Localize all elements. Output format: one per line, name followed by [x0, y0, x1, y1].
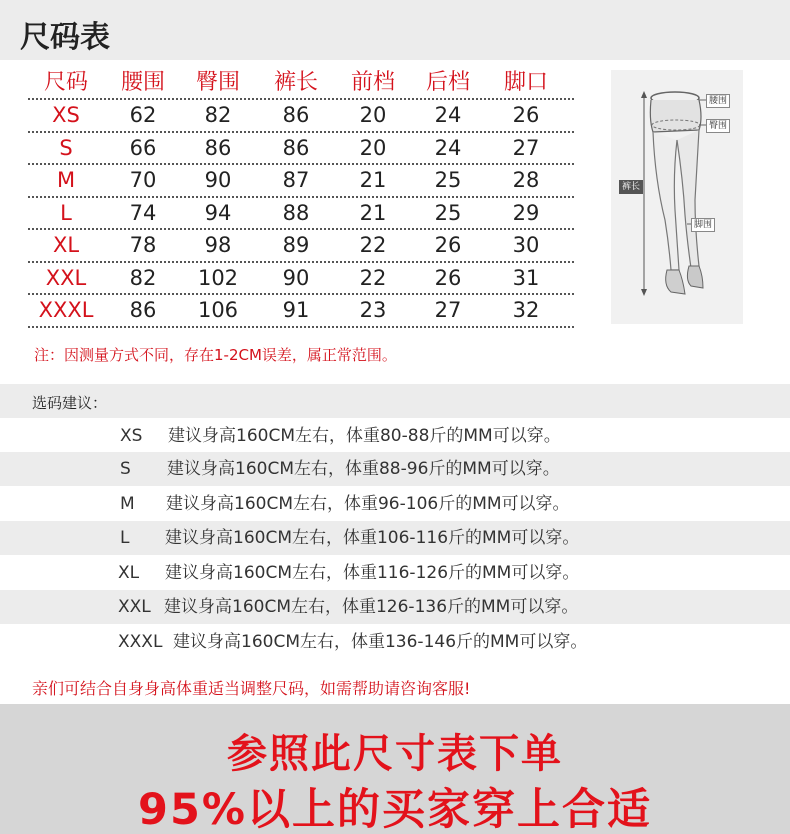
size-table: [28, 62, 574, 328]
advice-text: 建议身高160CM左右，体重126-136斤的MM可以穿。: [164, 597, 579, 617]
label-hem: 脚围: [691, 218, 715, 232]
advice-row: [0, 625, 790, 659]
advice-heading-band: [0, 384, 790, 418]
cell-length: 90: [282, 265, 310, 290]
cell-back-rise: 26: [434, 265, 462, 290]
table-row: [28, 263, 574, 296]
advice-row: [0, 556, 790, 590]
advice-size: XXL: [118, 597, 151, 617]
banner-line-2: 95%以上的买家穿上合适: [138, 785, 652, 834]
adjust-tip: 亲们可结合自身身高体重适当调整尺码，如需帮助请咨询客服!: [32, 679, 471, 698]
label-hip: 臀围: [706, 119, 730, 133]
cell-size: S: [59, 135, 73, 160]
advice-text: 建议身高160CM左右，体重96-106斤的MM可以穿。: [166, 494, 570, 514]
cell-waist: 82: [129, 265, 157, 290]
cell-leg-opening: 28: [512, 168, 540, 193]
advice-row: [0, 590, 790, 624]
advice-size: M: [120, 494, 135, 514]
cell-back-rise: 25: [434, 168, 462, 193]
table-row: [28, 295, 574, 328]
cell-front-rise: 20: [359, 103, 387, 128]
cell-length: 86: [282, 135, 310, 160]
table-body: [28, 100, 574, 328]
cell-hip: 106: [197, 298, 239, 323]
table-row: [28, 100, 574, 133]
header-leg-opening: 脚口: [503, 69, 548, 95]
cell-leg-opening: 30: [512, 233, 540, 258]
cell-waist: 74: [129, 200, 157, 225]
cell-length: 88: [282, 200, 310, 225]
cell-hip: 90: [204, 168, 232, 193]
advice-size: L: [120, 528, 130, 548]
cell-back-rise: 26: [434, 233, 462, 258]
table-row: [28, 230, 574, 263]
advice-row: [0, 487, 790, 521]
header-length: 裤长: [273, 69, 318, 95]
cell-waist: 66: [129, 135, 157, 160]
advice-heading: 选码建议：: [32, 394, 108, 412]
advice-size: XXXL: [118, 632, 163, 652]
cell-hip: 86: [204, 135, 232, 160]
cell-length: 86: [282, 103, 310, 128]
cell-leg-opening: 27: [512, 135, 540, 160]
cell-back-rise: 24: [434, 103, 462, 128]
table-row: [28, 165, 574, 198]
advice-size: XL: [118, 563, 140, 583]
cell-back-rise: 25: [434, 200, 462, 225]
cell-size: XL: [52, 233, 80, 258]
cell-leg-opening: 31: [512, 265, 540, 290]
cell-front-rise: 22: [359, 265, 387, 290]
table-row: [28, 198, 574, 231]
cell-front-rise: 23: [359, 298, 387, 323]
advice-text: 建议身高160CM左右，体重116-126斤的MM可以穿。: [165, 563, 580, 583]
advice-row: [0, 521, 790, 555]
table-row: [28, 133, 574, 166]
header-hip: 臀围: [195, 69, 240, 95]
measurement-note: 注：因测量方式不同，存在1-2CM误差，属正常范围。: [34, 346, 397, 364]
cell-size: XXL: [45, 265, 87, 290]
cell-front-rise: 21: [359, 200, 387, 225]
banner-line-1: 参照此尺寸表下单: [227, 731, 563, 777]
cell-hip: 102: [197, 265, 239, 290]
cell-front-rise: 22: [359, 233, 387, 258]
advice-text: 建议身高160CM左右，体重88-96斤的MM可以穿。: [167, 459, 560, 479]
cell-back-rise: 24: [434, 135, 462, 160]
cell-length: 91: [282, 298, 310, 323]
cell-size: XS: [52, 103, 80, 128]
advice-text: 建议身高160CM左右，体重136-146斤的MM可以穿。: [173, 632, 588, 652]
advice-row: [0, 419, 790, 453]
header-front-rise: 前档: [350, 69, 395, 95]
pants-illustration: [611, 70, 743, 324]
cell-waist: 78: [129, 233, 157, 258]
header-size: 尺码: [43, 69, 88, 95]
page-title: 尺码表: [20, 20, 110, 55]
advice-row: [0, 452, 790, 486]
advice-size: S: [120, 459, 131, 479]
cell-hip: 94: [204, 200, 232, 225]
cell-waist: 70: [129, 168, 157, 193]
advice-text: 建议身高160CM左右，体重106-116斤的MM可以穿。: [165, 528, 580, 548]
cell-length: 89: [282, 233, 310, 258]
cell-size: L: [60, 200, 72, 225]
cell-leg-opening: 29: [512, 200, 540, 225]
pants-diagram: [611, 70, 743, 324]
cell-size: M: [56, 168, 76, 193]
cell-leg-opening: 32: [512, 298, 540, 323]
header-back-rise: 后档: [425, 69, 470, 95]
promo-banner: [0, 704, 790, 834]
header-waist: 腰围: [120, 69, 165, 95]
cell-front-rise: 20: [359, 135, 387, 160]
cell-hip: 98: [204, 233, 232, 258]
cell-size: XXXL: [38, 298, 94, 323]
title-bar: [0, 0, 790, 60]
advice-text: 建议身高160CM左右，体重80-88斤的MM可以穿。: [168, 426, 561, 446]
label-length: 裤长: [619, 180, 643, 194]
label-waist: 腰围: [706, 94, 730, 108]
cell-back-rise: 27: [434, 298, 462, 323]
cell-length: 87: [282, 168, 310, 193]
cell-leg-opening: 26: [512, 103, 540, 128]
table-header-row: [28, 62, 574, 100]
cell-waist: 86: [129, 298, 157, 323]
cell-hip: 82: [204, 103, 232, 128]
cell-front-rise: 21: [359, 168, 387, 193]
advice-size: XS: [120, 426, 143, 446]
cell-waist: 62: [129, 103, 157, 128]
